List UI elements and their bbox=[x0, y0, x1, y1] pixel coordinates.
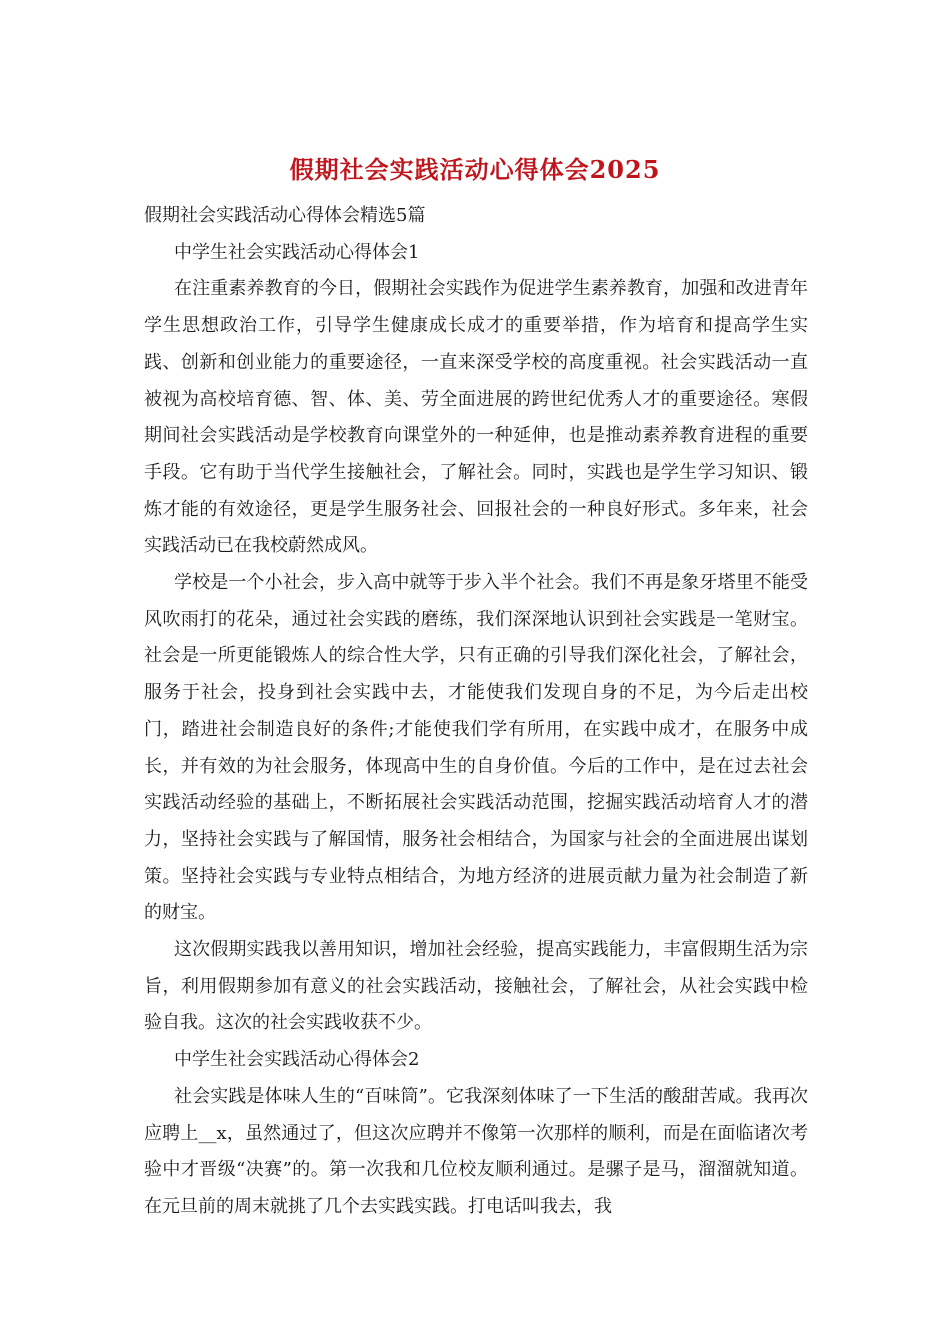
section-heading: 中学生社会实践活动心得体会1 bbox=[174, 241, 420, 263]
paragraph: 在注重素养教育的今日，假期社会实践作为促进学生素养教育，加强和改进青年学生思想政治工作，引导学生健康成长成才的重要举措，作为培育和提高学生实践、创新和创业能力的重要途径，一直来深受学校的高度重视。社会实践活动一直被视为高校培育德、智、体、美、劳全面进展的跨世纪优秀人才的重要途径。寒假期间社会实践活动是学校教育向课堂外的一种延伸，也是推动素养教育进程的重要手段。它有助于当代学生接触社会，了解社会。同时，实践也是学生学习知识、锻炼才能的有效途径，更是学生服务社会、回报社会的一种良好形式。多年来，社会实践活动已在我校蔚然成风。 bbox=[144, 278, 808, 557]
document-body bbox=[144, 198, 808, 1226]
paragraph: 这次假期实践我以善用知识，增加社会经验，提高实践能力，丰富假期生活为宗旨，利用假期参加有意义的社会实践活动，接触社会，了解社会，从社会实践中检验自我。这次的社会实践收获不少。 bbox=[144, 939, 808, 1034]
paragraph: 学校是一个小社会，步入高中就等于步入半个社会。我们不再是象牙塔里不能受风吹雨打的花朵，通过社会实践的磨练，我们深深地认识到社会实践是一笔财宝。社会是一所更能锻炼人的综合性大学，只有正确的引导我们深化社会，了解社会，服务于社会，投身到社会实践中去，才能使我们发现自身的不足，为今后走出校门，踏进社会制造良好的条件;才能使我们学有所用，在实践中成才，在服务中成长，并有效的为社会服务，体现高中生的自身价值。今后的工作中，是在过去社会实践活动经验的基础上，不断拓展社会实践活动范围，挖掘实践活动培育人才的潜力，坚持社会实践与了解国情，服务社会相结合，为国家与社会的全面进展出谋划策。坚持社会实践与专业特点相结合，为地方经济的进展贡献力量为社会制造了新的财宝。 bbox=[144, 572, 808, 924]
section-heading: 中学生社会实践活动心得体会2 bbox=[174, 1049, 420, 1071]
document-subtitle: 假期社会实践活动心得体会精选5篇 bbox=[144, 205, 426, 226]
paragraph: 社会实践是体味人生的“百味筒”。它我深刻体味了一下生活的酸甜苦咸。我再次应聘上__x，虽然通过了，但这次应聘并不像第一次那样的顺利，而是在面临诸次考验中才晋级“决赛”的。第一次我和几位校友顺利通过。是骡子是马，溜溜就知道。在元旦前的周末就挑了几个去实践实践。打电话叫我去，我 bbox=[144, 1085, 808, 1217]
document-title: 假期社会实践活动心得体会2025 bbox=[289, 155, 661, 184]
